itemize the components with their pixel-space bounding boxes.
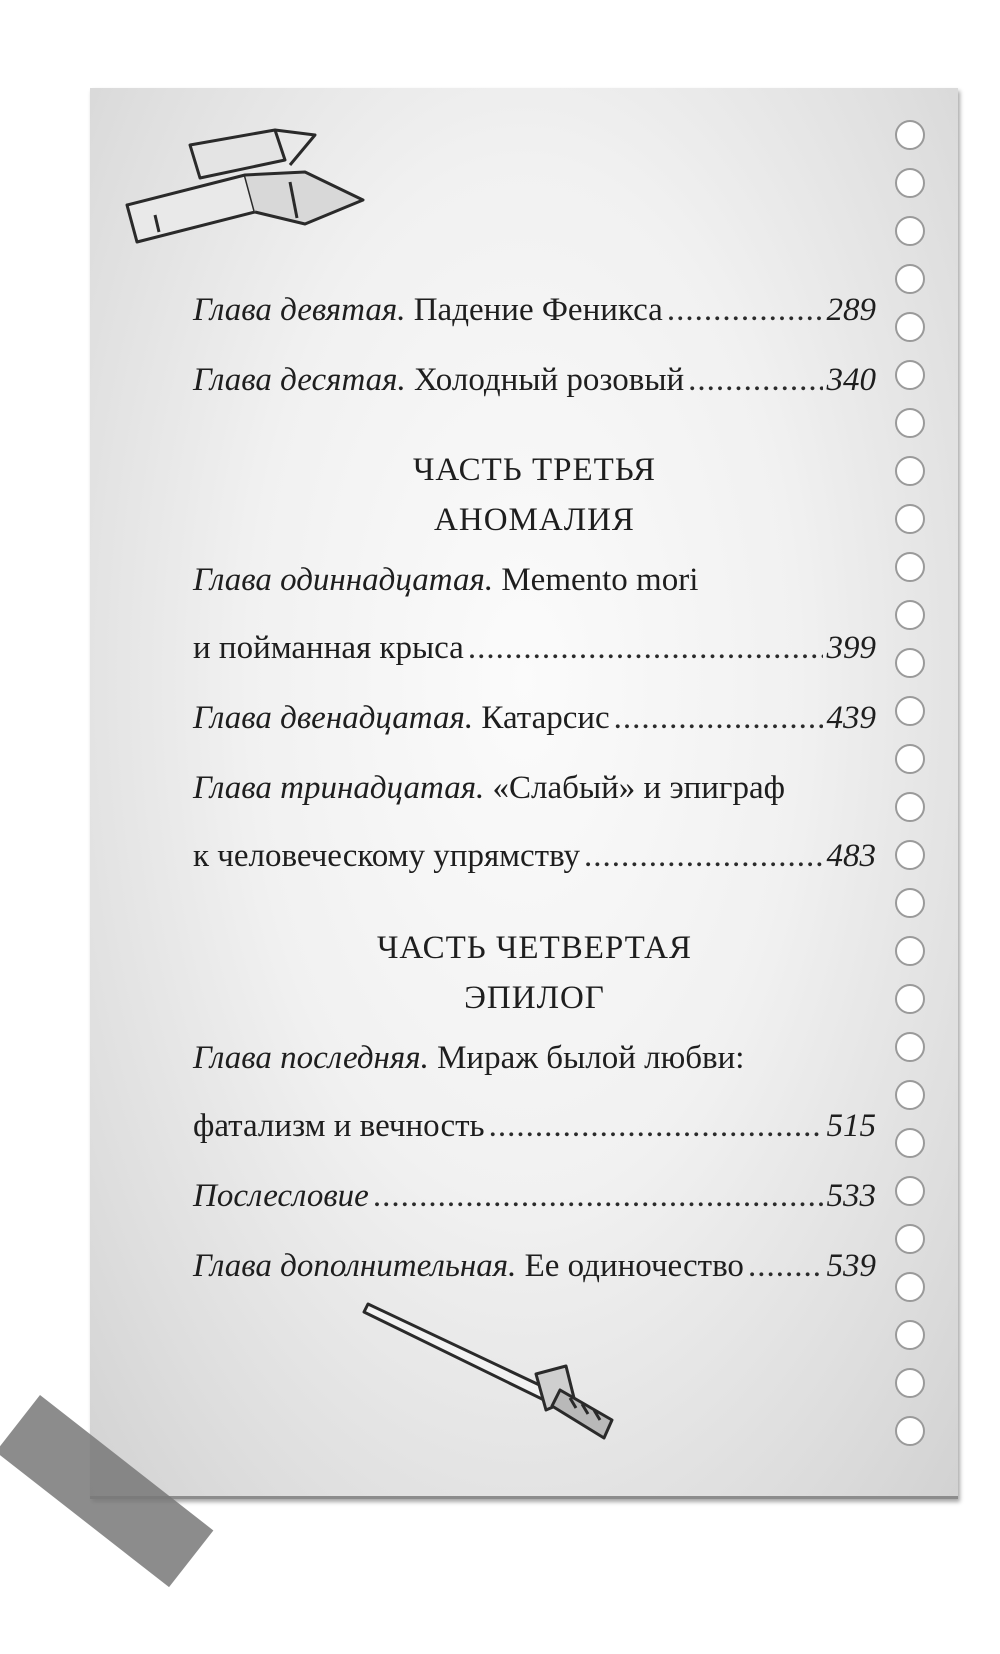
page-number: 439: [826, 700, 876, 736]
chapter-label: Глава одиннадцатая.: [193, 562, 494, 598]
page-number: 340: [826, 362, 876, 398]
ring-hole: [895, 840, 925, 870]
ring-hole: [895, 1176, 925, 1206]
chapter-label: Глава тринадцатая.: [193, 770, 485, 806]
chapter-label: Глава десятая.: [193, 362, 406, 398]
page-number: 533: [826, 1178, 876, 1214]
ring-hole: [895, 360, 925, 390]
toc-entry: [193, 698, 876, 738]
page-number: 289: [826, 292, 876, 328]
chapter-title: «Слабый» и эпиграф: [492, 770, 785, 806]
chapter-title: Катарсис: [481, 700, 610, 736]
ring-hole: [895, 984, 925, 1014]
ring-hole: [895, 696, 925, 726]
toc-entry-continuation: [193, 628, 876, 668]
ring-hole: [895, 1272, 925, 1302]
ring-hole: [895, 1080, 925, 1110]
leader-dots: [373, 1176, 823, 1216]
page-number: 515: [826, 1108, 876, 1144]
ring-hole: [895, 120, 925, 150]
toc-entry-continuation: [193, 1106, 876, 1146]
chapter-title: Ее одиночество: [524, 1248, 744, 1284]
ring-hole: [895, 1416, 925, 1446]
leader-dots: [468, 628, 823, 668]
chapter-title-cont: к человеческому упрямству: [193, 838, 581, 874]
ring-hole: [895, 888, 925, 918]
part-name: ЭПИЛОГ: [464, 980, 605, 1016]
chapter-label: Глава дополнительная.: [193, 1248, 517, 1284]
chapter-label: Глава двенадцатая.: [193, 700, 474, 736]
chapter-label: Послесловие: [193, 1178, 369, 1214]
ring-hole: [895, 1368, 925, 1398]
ring-hole: [895, 1128, 925, 1158]
leader-dots: [748, 1246, 823, 1286]
chapter-title-cont: и пойманная крыса: [193, 630, 464, 666]
toc-entry-continuation: [193, 836, 876, 876]
bullet-sketch-icon: [115, 120, 375, 250]
ring-hole: [895, 1224, 925, 1254]
part-name: АНОМАЛИЯ: [434, 502, 635, 538]
ring-hole: [895, 504, 925, 534]
chapter-label: Глава последняя.: [193, 1040, 429, 1076]
leader-dots: [688, 360, 822, 400]
ring-hole: [895, 648, 925, 678]
ring-hole: [895, 1320, 925, 1350]
ring-hole: [895, 1032, 925, 1062]
leader-dots: [614, 698, 823, 738]
chapter-title: Падение Феникса: [413, 292, 663, 328]
page-number: 483: [826, 838, 876, 874]
sword-sketch-icon: [360, 1298, 630, 1448]
leader-dots: [667, 290, 823, 330]
page-number: 399: [826, 630, 876, 666]
ring-hole: [895, 552, 925, 582]
ring-hole: [895, 600, 925, 630]
leader-dots: [584, 836, 822, 876]
toc-entry: [193, 1246, 876, 1286]
ring-hole: [895, 936, 925, 966]
chapter-title: Мираж былой любви:: [437, 1040, 745, 1076]
spiral-holes: [895, 120, 935, 1520]
toc-entry: [193, 290, 876, 330]
ring-hole: [895, 312, 925, 342]
ring-hole: [895, 792, 925, 822]
chapter-title: Холодный розовый: [414, 362, 685, 398]
ring-hole: [895, 456, 925, 486]
toc-entry: [193, 360, 876, 400]
ring-hole: [895, 216, 925, 246]
toc-entry: [193, 1176, 876, 1216]
toc-entry: [193, 768, 876, 808]
toc-entry: [193, 1038, 876, 1078]
ring-hole: [895, 168, 925, 198]
chapter-title: Memento mori: [501, 562, 699, 598]
ring-hole: [895, 264, 925, 294]
chapter-title-cont: фатализм и вечность: [193, 1108, 485, 1144]
ring-hole: [895, 744, 925, 774]
part-heading: ЧАСТЬ ЧЕТВЕРТАЯ: [376, 930, 693, 966]
page-number: 539: [826, 1248, 876, 1284]
ring-hole: [895, 408, 925, 438]
part-heading: ЧАСТЬ ТРЕТЬЯ: [412, 452, 657, 488]
toc-entry: [193, 560, 876, 600]
leader-dots: [489, 1106, 823, 1146]
chapter-label: Глава девятая.: [193, 292, 406, 328]
